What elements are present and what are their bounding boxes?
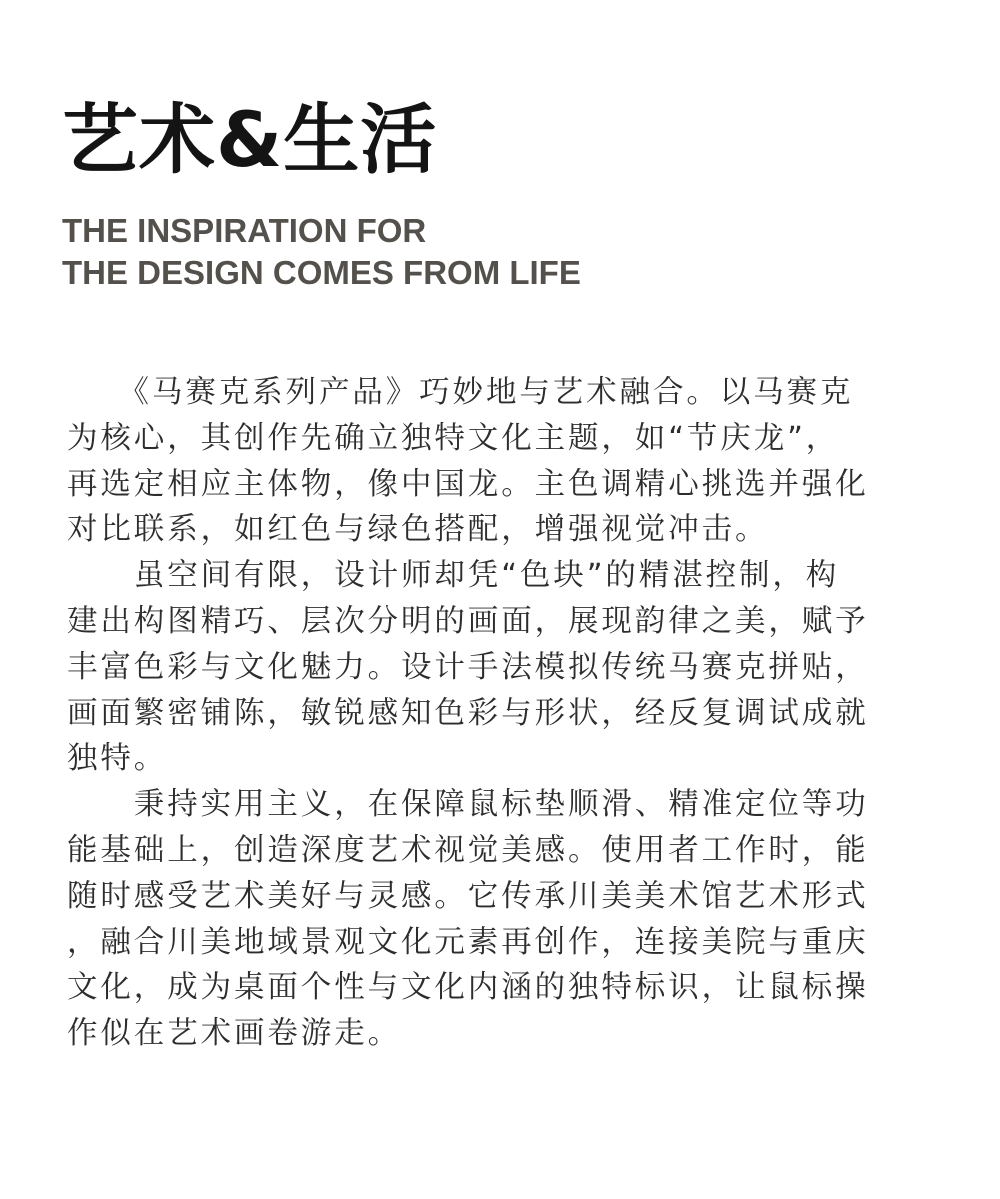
paragraph-line: 文化，成为桌面个性与文化内涵的独特标识，让鼠标操 (67, 970, 869, 1006)
paragraph-line: 独特。 (67, 741, 168, 777)
paragraph-line: 虽空间有限，设计师却凭“色块”的精湛控制，构 (67, 558, 840, 594)
paragraph-line: 随时感受艺术美好与灵感。它传承川美美术馆艺术形式 (67, 878, 869, 914)
page-title: 艺术&生活 (62, 95, 438, 184)
paragraph-line: ，融合川美地域景观文化元素再创作，连接美院与重庆 (67, 924, 869, 960)
paragraph-line: 为核心，其创作先确立独特文化主题，如“节庆龙”， (67, 420, 840, 456)
paragraph-line: 能基础上，创造深度艺术视觉美感。使用者工作时，能 (67, 832, 869, 868)
paragraph-line: 再选定相应主体物，像中国龙。主色调精心挑选并强化 (67, 466, 869, 502)
subtitle-line: THE DESIGN COMES FROM LIFE (62, 254, 581, 291)
paragraph-line: 秉持实用主义，在保障鼠标垫顺滑、精准定位等功 (67, 787, 869, 823)
paragraph-line: 丰富色彩与文化魅力。设计手法模拟传统马赛克拼贴， (67, 649, 869, 685)
paragraph-line: 作似在艺术画卷游走。 (67, 1016, 401, 1052)
english-subtitle (62, 210, 581, 294)
paragraph-line: 画面繁密铺陈，敏锐感知色彩与形状，经反复调试成就 (67, 695, 869, 731)
subtitle-line: THE INSPIRATION FOR (62, 212, 427, 249)
paragraph-line: 《马赛克系列产品》巧妙地与艺术融合。以马赛克 (67, 375, 854, 410)
paragraph-line: 对比联系，如红色与绿色搭配，增强视觉冲击。 (67, 512, 769, 548)
body-text (67, 370, 937, 1057)
paragraph-line: 建出构图精巧、层次分明的画面，展现韵律之美，赋予 (67, 603, 869, 639)
